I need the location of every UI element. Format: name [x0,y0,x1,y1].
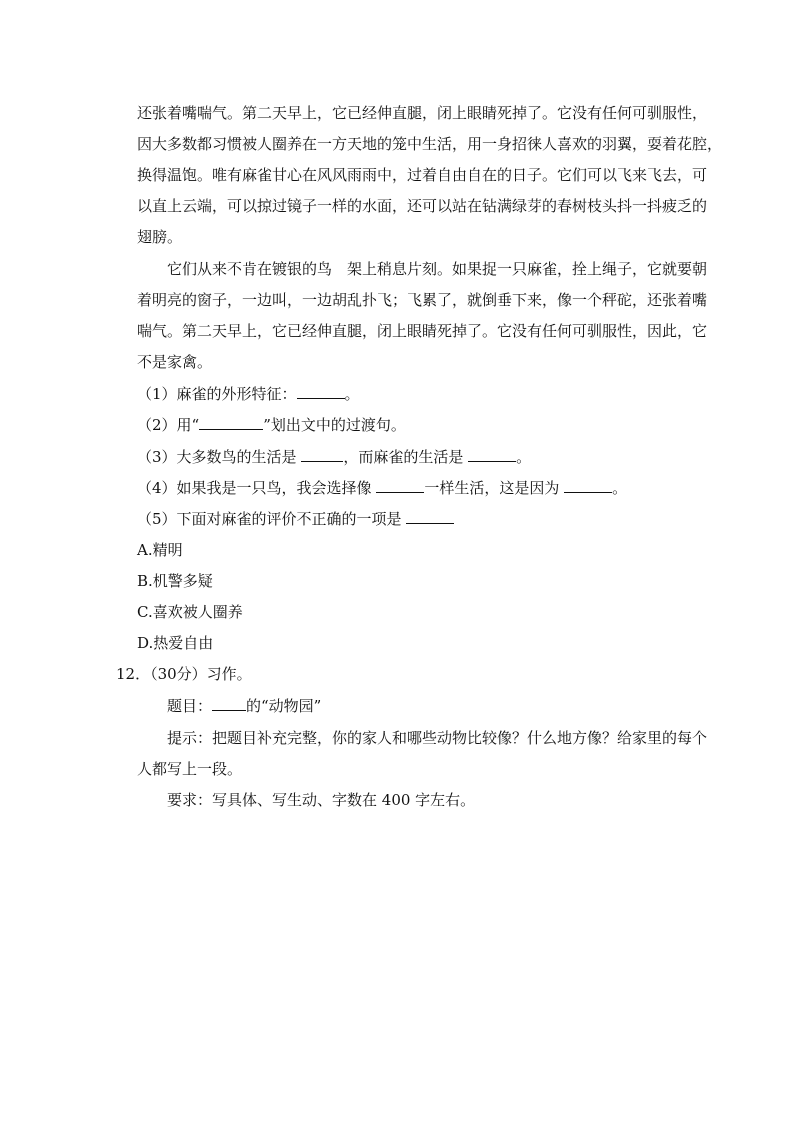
task-hint: 提示：把题目补充完整，你的家人和哪些动物比较像？什么地方像？给家里的每个 [167,729,708,747]
question-text: （1）麻雀的外形特征： [137,385,297,403]
passage-line: 着明亮的窗子，一边叫，一边胡乱扑飞；飞累了，就倒垂下来，像一个秤砣，还张着嘴 [137,291,708,309]
option-a[interactable]: A.精明 [137,541,183,559]
title-blank[interactable] [212,696,246,711]
option-b[interactable]: B.机警多疑 [137,572,213,590]
passage-line: 它们从来不肯在镀银的鸟 架上稍息片刻。如果捉一只麻雀，拴上绳子，它就要朝 [167,260,708,278]
question-text: （3）大多数鸟的生活是 [137,448,302,466]
question-2 [137,415,406,435]
answer-blank[interactable] [468,447,516,462]
question-5 [137,509,454,529]
passage-line: 翅膀。 [137,228,183,246]
question-text: （4）如果我是一只鸟，我会选择像 [137,479,377,497]
question-text: ”划出文中的过渡句。 [263,416,406,434]
task-title-suffix: 的“动物园” [246,697,322,715]
task-title-prefix: 题目： [167,697,213,715]
passage-line: 换得温饱。唯有麻雀甘心在风风雨雨中，过着自由自在的日子。它们可以飞来飞去，可 [137,166,708,184]
answer-blank[interactable] [564,478,612,493]
question-text: 。 [344,385,360,403]
passage-line: 还张着嘴喘气。第二天早上，它已经伸直腿，闭上眼睛死掉了。它没有任何可驯服性， [137,104,708,122]
passage-line: 不是家禽。 [137,353,213,371]
question-text: （5）下面对麻雀的评价不正确的一项是 [137,510,407,528]
passage-line: 以直上云端，可以掠过镜子一样的水面，还可以站在钻满绿芽的春树枝头抖一抖疲乏的 [137,197,708,215]
question-4 [137,478,627,498]
task-hint-cont: 人都写上一段。 [137,760,243,778]
question-text: ，而麻雀的生活是 [343,448,469,466]
answer-blank[interactable] [406,509,454,524]
task-requirement: 要求：写具体、写生动、字数在 400 字左右。 [167,791,476,809]
answer-blank[interactable] [199,415,263,430]
question-text: 一样生活，这是因为 [424,479,565,497]
option-d[interactable]: D.热爱自由 [137,634,214,652]
answer-blank[interactable] [297,384,345,399]
question-text: 。 [516,448,532,466]
question-text: （2）用“ [137,416,200,434]
option-c[interactable]: C.喜欢被人圈养 [137,603,243,621]
passage-line: 因大多数都习惯被人圈养在一方天地的笼中生活，用一身招徕人喜欢的羽翼，耍着花腔， [137,135,723,153]
passage-line: 喘气。第二天早上，它已经伸直腿，闭上眼睛死掉了。它没有任何可驯服性，因此，它 [137,322,708,340]
question-3 [137,447,531,467]
task-header: 12．（30分）习作。 [116,665,252,683]
answer-blank[interactable] [301,447,343,462]
question-1 [137,384,360,404]
question-text: 。 [612,479,628,497]
task-title [167,696,321,716]
answer-blank[interactable] [376,478,424,493]
